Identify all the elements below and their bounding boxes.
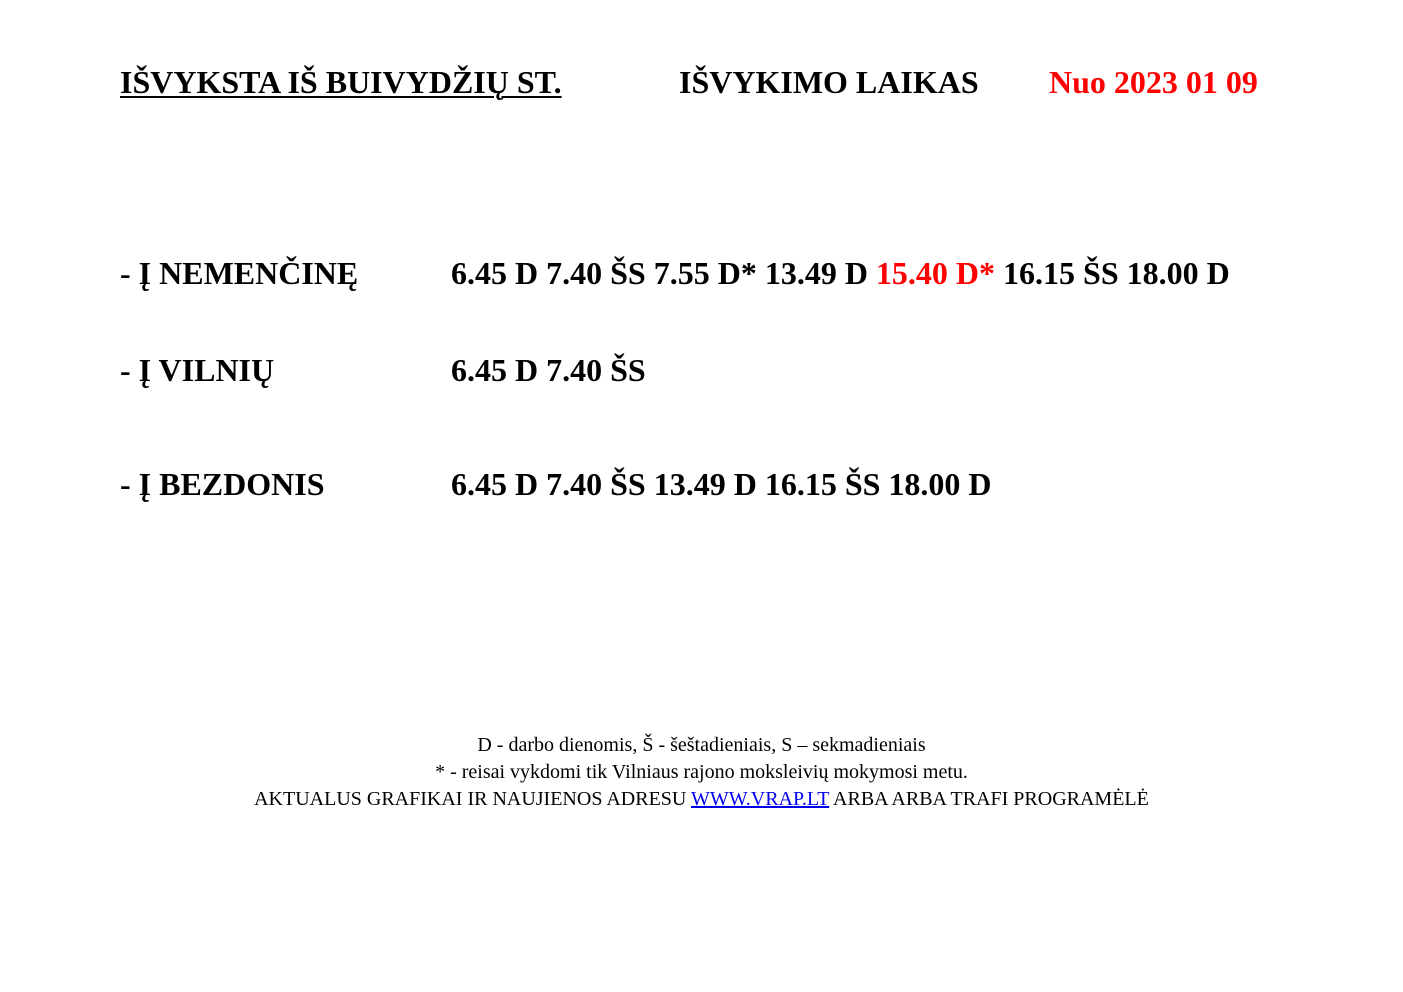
route-destination: - Į BEZDONIS bbox=[120, 466, 325, 502]
route-row-vilnius bbox=[0, 350, 1403, 390]
valid-from-date: Nuo 2023 01 09 bbox=[1049, 64, 1258, 100]
route-row-bezdonys bbox=[0, 464, 1403, 504]
route-times-highlight: 15.40 D* bbox=[875, 255, 996, 291]
station-title: IŠVYKSTA IŠ BUIVYDŽIŲ ST. bbox=[120, 64, 562, 100]
legend-text: D - darbo dienomis, Š - šeštadieniais, S – sekmadieniais bbox=[477, 734, 926, 756]
route-times: 6.45 D 7.40 ŠS bbox=[451, 352, 646, 388]
vrap-link[interactable]: WWW.VRAP.LT bbox=[690, 788, 830, 810]
schedule-header bbox=[0, 62, 1403, 102]
route-times bbox=[451, 253, 1230, 293]
schedule-footer bbox=[0, 732, 1403, 813]
route-row-nemencine bbox=[0, 253, 1403, 293]
route-times: 6.45 D 7.40 ŠS 13.49 D 16.15 ŠS 18.00 D bbox=[451, 466, 992, 502]
departure-time-label: IŠVYKIMO LAIKAS bbox=[679, 64, 979, 100]
footnote-text: * - reisai vykdomi tik Vilniaus rajono moksleivių mokymosi metu. bbox=[435, 761, 968, 783]
info-suffix: ARBA ARBA TRAFI PROGRAMĖLĖ bbox=[829, 788, 1149, 810]
route-destination: - Į NEMENČINĘ bbox=[120, 255, 359, 291]
route-times-part: 16.15 ŠS 18.00 D bbox=[995, 255, 1230, 291]
info-prefix: AKTUALUS GRAFIKAI IR NAUJIENOS ADRESU bbox=[254, 788, 691, 810]
route-destination: - Į VILNIŲ bbox=[120, 352, 275, 388]
info-line bbox=[0, 786, 1403, 813]
route-times-part: 6.45 D 7.40 ŠS 7.55 D* 13.49 D bbox=[451, 255, 876, 291]
